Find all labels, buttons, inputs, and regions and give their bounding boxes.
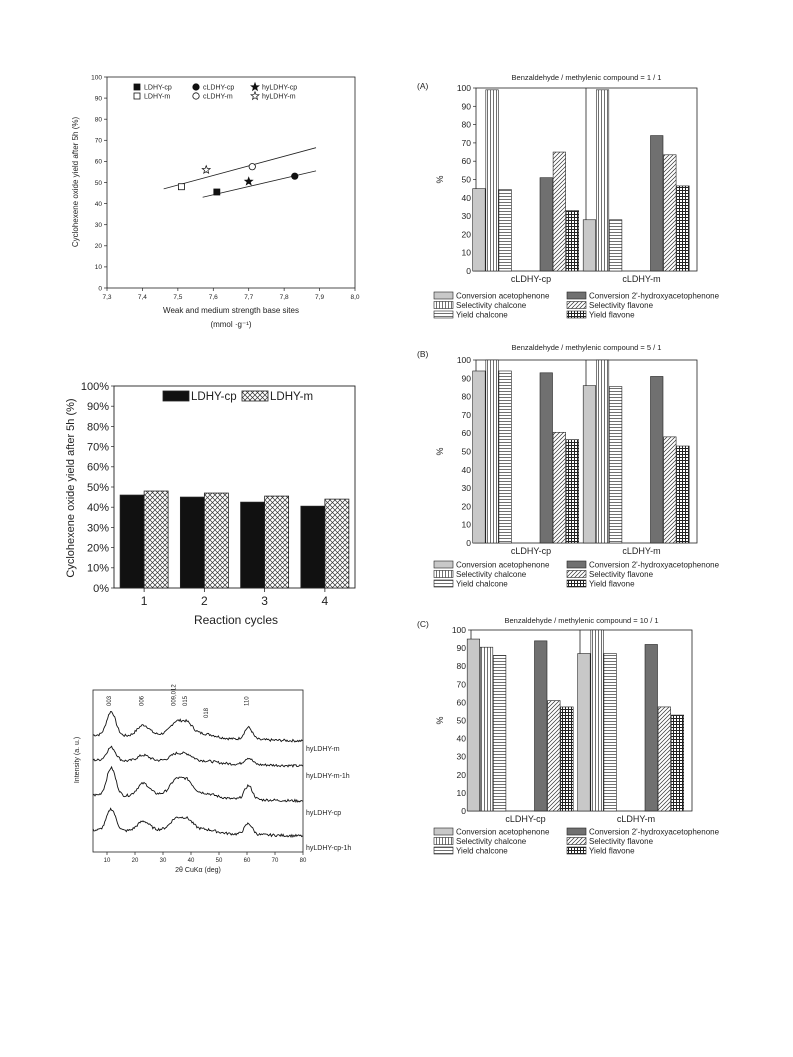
panel-title: Benzaldehyde / methylenic compound = 1 / 1 — [511, 73, 662, 82]
cycles-y-tick-label: 70% — [86, 441, 109, 454]
panel-legend-swatch — [434, 847, 453, 854]
xrd-x-axis-label: 2θ CuKα (deg) — [175, 867, 221, 874]
cycles-x-tick-label: 2 — [201, 594, 208, 608]
cycles-y-tick-label: 30% — [86, 522, 109, 535]
panel-legend-swatch — [567, 838, 586, 845]
panel-y-tick-label: 70 — [456, 679, 466, 690]
panel-x-tick-label: cLDHY-m — [616, 814, 656, 824]
xrd-series-labels — [306, 746, 351, 852]
cycles-x-tick-label: 4 — [321, 594, 329, 608]
panel-y-tick-label: 70 — [461, 409, 471, 420]
panel-b-chart — [417, 343, 720, 589]
panel-legend-swatch — [567, 292, 586, 299]
panel-legend-label: Yield flavone — [589, 310, 635, 320]
panel-y-tick-label: 40 — [461, 464, 471, 475]
cycles-legend-label: LDHY-m — [270, 391, 314, 403]
scatter-point — [249, 163, 255, 169]
panel-y-tick-label: 80 — [456, 661, 466, 672]
scatter-point — [214, 189, 220, 195]
scatter-y-tick-label: 40 — [94, 200, 102, 208]
scatter-x-tick-label: 7,3 — [102, 294, 112, 301]
cycles-y-tick-label: 50% — [86, 481, 109, 494]
scatter-y-tick-label: 70 — [94, 137, 102, 145]
xrd-x-tick-label: 30 — [159, 858, 167, 864]
panel-legend-label: Conversion 2'-hydroxyacetophenone — [589, 827, 720, 837]
scatter-x-tick-label: 7,9 — [315, 294, 325, 301]
xrd-series-label: hyLDHY-cp — [306, 810, 342, 817]
panel-y-tick-label: 30 — [461, 211, 471, 222]
panel-legend-swatch — [434, 561, 453, 568]
panel-bar — [486, 360, 499, 543]
panel-y-tick-label: 50 — [461, 174, 471, 185]
scatter-legend — [134, 83, 297, 101]
panel-legend-swatch — [567, 580, 586, 587]
panel-bar — [609, 387, 622, 543]
panel-x-tick-label: cLDHY-m — [622, 274, 661, 284]
xrd-trace — [93, 712, 303, 743]
panel-y-tick-label: 30 — [461, 483, 471, 494]
scatter-y-tick-label: 0 — [98, 285, 102, 293]
panel-bar — [566, 440, 579, 543]
panel-y-tick-label: 90 — [461, 373, 471, 384]
xrd-trace — [93, 808, 303, 837]
cycles-x-tick-label: 1 — [140, 594, 148, 608]
cycles-bar-chart — [65, 381, 355, 627]
cycles-y-tick-label: 10% — [86, 562, 109, 575]
panel-bar — [677, 446, 690, 543]
xrd-y-axis-label: Intensity (a. u.) — [74, 736, 81, 784]
panel-bar — [473, 371, 486, 543]
panel-bar — [473, 189, 486, 271]
xrd-plot-frame — [93, 690, 303, 852]
scatter-y-tick-label: 60 — [94, 158, 102, 166]
scatter-y-tick-label: 30 — [94, 221, 102, 229]
panel-bar — [664, 437, 677, 543]
cycles-bar — [120, 495, 144, 588]
scatter-point — [202, 166, 210, 174]
panel-legend-label: Selectivity chalcone — [456, 301, 527, 310]
panel-bar — [578, 654, 591, 811]
scatter-legend-label: cLDHY-cp — [203, 84, 235, 92]
cycles-bar — [180, 497, 204, 588]
panel-legend-label: Selectivity chalcone — [456, 570, 527, 579]
xrd-trace — [93, 767, 303, 802]
xrd-peak-label: 006 — [139, 695, 146, 706]
cycles-bars — [120, 491, 349, 588]
panel-legend-swatch — [434, 828, 453, 835]
panel-title: Benzaldehyde / methylenic compound = 5 / 1 — [511, 343, 662, 352]
scatter-x-tick-label: 7,8 — [279, 294, 289, 301]
xrd-peak-label: 003 — [107, 695, 114, 706]
xrd-series-label: hyLDHY-cp-1h — [306, 845, 352, 852]
panel-y-tick-label: 60 — [461, 428, 471, 439]
xrd-traces — [93, 712, 303, 837]
panel-label: (B) — [417, 349, 429, 359]
scatter-legend-marker — [251, 83, 259, 91]
panel-bar — [591, 630, 604, 811]
scatter-ticks — [91, 74, 360, 301]
panel-legend-swatch — [434, 302, 453, 309]
panel-legend-label: Selectivity flavone — [589, 570, 654, 579]
scatter-x-tick-label: 7,4 — [137, 294, 147, 301]
xrd-x-tick-label: 70 — [271, 858, 279, 864]
cycles-legend-label: LDHY-cp — [191, 391, 237, 403]
panel-legend-swatch — [434, 838, 453, 845]
panel-y-tick-label: 30 — [456, 751, 466, 762]
panel-legend-swatch — [567, 571, 586, 578]
panel-bar — [553, 152, 566, 271]
cycles-x-tick-label: 3 — [261, 594, 268, 608]
scatter-legend-marker — [134, 84, 140, 90]
panel-bar — [493, 655, 506, 811]
panel-c-chart — [417, 616, 720, 856]
panel-y-tick-label: 0 — [466, 265, 471, 276]
cycles-y-tick-label: 0% — [93, 582, 109, 595]
panel-legend-label: Conversion 2'-hydroxyacetophenone — [589, 291, 720, 301]
panel-bar — [651, 136, 664, 271]
panel-legend-label: Yield chalcone — [456, 846, 508, 856]
cycles-legend — [163, 391, 313, 403]
panel-y-tick-label: 50 — [461, 446, 471, 457]
panel-bar — [540, 373, 553, 543]
panel-legend-swatch — [567, 828, 586, 835]
panel-y-tick-label: 90 — [461, 101, 471, 112]
panel-y-tick-label: 0 — [461, 805, 466, 816]
panel-y-tick-label: 50 — [456, 715, 466, 726]
panel-bar — [596, 90, 609, 271]
panel-a-chart — [417, 73, 720, 320]
panel-x-tick-label: cLDHY-cp — [505, 814, 546, 824]
scatter-legend-marker — [134, 93, 140, 99]
scatter-legend-label: LDHY-cp — [144, 84, 172, 92]
panel-bar — [664, 155, 677, 271]
scatter-legend-label: LDHY-m — [144, 93, 171, 101]
panel-label: (C) — [417, 619, 429, 629]
scatter-legend-marker — [251, 92, 259, 100]
panel-label: (A) — [417, 81, 429, 91]
panel-y-tick-label: 10 — [461, 247, 471, 258]
panel-legend-swatch — [434, 311, 453, 318]
panel-y-tick-label: 60 — [456, 697, 466, 708]
xrd-x-tick-label: 80 — [299, 858, 307, 864]
cycles-y-tick-label: 90% — [86, 401, 109, 414]
xrd-x-tick-label: 60 — [243, 858, 251, 864]
panel-y-tick-label: 40 — [456, 733, 466, 744]
cycles-y-tick-label: 40% — [86, 502, 109, 515]
xrd-ticks — [104, 852, 307, 864]
panel-y-tick-label: 20 — [461, 229, 471, 240]
panel-bar — [671, 715, 684, 811]
panel-bar — [467, 639, 480, 811]
scatter-x-tick-label: 7,5 — [173, 294, 183, 301]
scatter-legend-label: cLDHY-m — [203, 93, 233, 101]
cycles-bar — [144, 491, 168, 588]
xrd-chart — [74, 684, 351, 874]
panel-legend-swatch — [434, 292, 453, 299]
scatter-y-tick-label: 80 — [94, 116, 102, 124]
scatter-fit-lines — [164, 148, 316, 198]
xrd-peak-label: 015 — [182, 695, 189, 706]
cycles-y-tick-label: 80% — [86, 421, 109, 434]
panel-y-tick-label: 0 — [466, 537, 471, 548]
panel-legend-label: Yield chalcone — [456, 579, 508, 589]
xrd-x-tick-label: 20 — [131, 858, 139, 864]
panel-legend-swatch — [567, 847, 586, 854]
panel-legend-swatch — [434, 571, 453, 578]
panel-legend-label: Yield flavone — [589, 579, 635, 589]
scatter-x-axis-label: Weak and medium strength base sites — [163, 306, 299, 315]
panel-y-tick-label: 10 — [456, 787, 466, 798]
panel-bar — [677, 186, 690, 271]
scatter-y-tick-label: 20 — [94, 243, 102, 251]
cycles-bar — [325, 499, 349, 588]
panel-bar — [658, 707, 671, 811]
cycles-bar — [265, 496, 289, 588]
scatter-x-tick-label: 8,0 — [350, 294, 360, 301]
scatter-legend-label: hyLDHY-cp — [262, 84, 298, 92]
panel-y-tick-label: 90 — [456, 643, 466, 654]
panel-y-axis-label: % — [435, 716, 445, 725]
panel-legend-label: Conversion acetophenone — [456, 560, 550, 570]
panel-legend-label: Selectivity flavone — [589, 837, 654, 846]
panel-bar — [583, 220, 596, 271]
scatter-plot-frame — [107, 77, 355, 288]
cycles-x-axis-label: Reaction cycles — [193, 613, 279, 627]
cycles-bar — [241, 502, 265, 588]
scatter-y-tick-label: 90 — [94, 95, 102, 103]
scatter-x-axis-unit: (mmol ·g⁻¹) — [210, 320, 252, 329]
scatter-x-tick-label: 7,6 — [208, 294, 218, 301]
panel-y-tick-label: 40 — [461, 192, 471, 203]
scatter-y-axis-label: Cyclohexene oxide yield after 5h (%) — [71, 116, 80, 248]
panel-legend-swatch — [567, 302, 586, 309]
xrd-peak-label: 009,012 — [171, 684, 178, 706]
panel-legend-label: Conversion acetophenone — [456, 291, 550, 301]
panel-y-axis-label: % — [435, 175, 445, 184]
panel-bar — [604, 654, 617, 811]
panel-y-tick-label: 80 — [461, 391, 471, 402]
scatter-point — [245, 177, 253, 185]
panel-bar — [561, 707, 574, 811]
panel-title: Benzaldehyde / methylenic compound = 10 / 1 — [504, 616, 659, 625]
scatter-point — [178, 184, 184, 190]
panel-bar — [540, 178, 553, 271]
panel-legend-label: Selectivity chalcone — [456, 837, 527, 846]
panel-y-tick-label: 60 — [461, 156, 471, 167]
xrd-peak-label: 018 — [203, 707, 210, 718]
scatter-y-tick-label: 50 — [94, 179, 102, 187]
panel-bar — [548, 701, 561, 811]
panel-y-tick-label: 100 — [456, 82, 471, 93]
panel-bar — [499, 190, 512, 271]
scatter-y-tick-label: 10 — [94, 264, 102, 272]
panel-x-tick-label: cLDHY-m — [622, 546, 661, 556]
panel-bar — [645, 644, 658, 811]
scatter-legend-marker — [193, 93, 199, 99]
scatter-chart — [71, 74, 360, 329]
panel-legend-swatch — [434, 580, 453, 587]
xrd-peak-label: 110 — [244, 696, 251, 706]
panel-y-tick-label: 80 — [461, 119, 471, 130]
panel-legend-label: Yield flavone — [589, 846, 635, 856]
cycles-y-tick-label: 100% — [80, 380, 109, 393]
panel-bar — [535, 641, 548, 811]
panel-legend-label: Conversion acetophenone — [456, 827, 550, 837]
cycles-legend-swatch — [163, 391, 189, 401]
panel-y-axis-label: % — [435, 447, 445, 456]
panel-legend-label: Conversion 2'-hydroxyacetophenone — [589, 560, 720, 570]
panel-legend-label: Yield chalcone — [456, 310, 508, 320]
xrd-x-tick-label: 40 — [187, 858, 195, 864]
panel-bar — [486, 90, 499, 271]
scatter-x-tick-label: 7,7 — [244, 294, 254, 301]
panel-bar — [596, 360, 609, 543]
panel-bar — [566, 211, 579, 271]
panel-x-tick-label: cLDHY-cp — [510, 546, 552, 556]
scatter-legend-label: hyLDHY-m — [262, 93, 296, 101]
cycles-y-tick-label: 60% — [86, 461, 109, 474]
panel-y-tick-label: 100 — [456, 354, 471, 365]
scatter-legend-marker — [193, 84, 199, 90]
xrd-series-label: hyLDHY-m-1h — [306, 773, 350, 780]
panel-y-tick-label: 10 — [461, 519, 471, 530]
panel-y-tick-label: 20 — [456, 769, 466, 780]
cycles-y-tick-label: 20% — [86, 542, 109, 555]
panel-legend-swatch — [567, 311, 586, 318]
cycles-bar — [204, 493, 228, 588]
panel-bar — [609, 220, 622, 271]
scatter-point — [292, 173, 298, 179]
xrd-x-tick-label: 50 — [215, 858, 223, 864]
xrd-series-label: hyLDHY-m — [306, 746, 340, 753]
cycles-legend-swatch — [242, 391, 268, 401]
panel-y-tick-label: 100 — [451, 624, 466, 635]
panel-bar — [499, 371, 512, 543]
xrd-peak-labels — [107, 684, 250, 718]
cycles-y-axis-label: Cyclohexene oxide yield after 5h (%) — [65, 398, 77, 578]
xrd-trace — [93, 746, 303, 767]
panel-legend-label: Selectivity flavone — [589, 301, 654, 310]
cycles-bar — [301, 506, 325, 588]
panel-legend-swatch — [567, 561, 586, 568]
panel-bar — [583, 386, 596, 543]
xrd-x-tick-label: 10 — [103, 858, 111, 864]
panel-y-tick-label: 20 — [461, 501, 471, 512]
scatter-fit-line — [164, 148, 316, 189]
panel-y-tick-label: 70 — [461, 137, 471, 148]
scatter-y-tick-label: 100 — [91, 74, 102, 82]
panel-bar — [480, 647, 493, 811]
panel-x-tick-label: cLDHY-cp — [510, 274, 552, 284]
panel-bar — [553, 432, 566, 543]
panel-bar — [651, 376, 664, 543]
